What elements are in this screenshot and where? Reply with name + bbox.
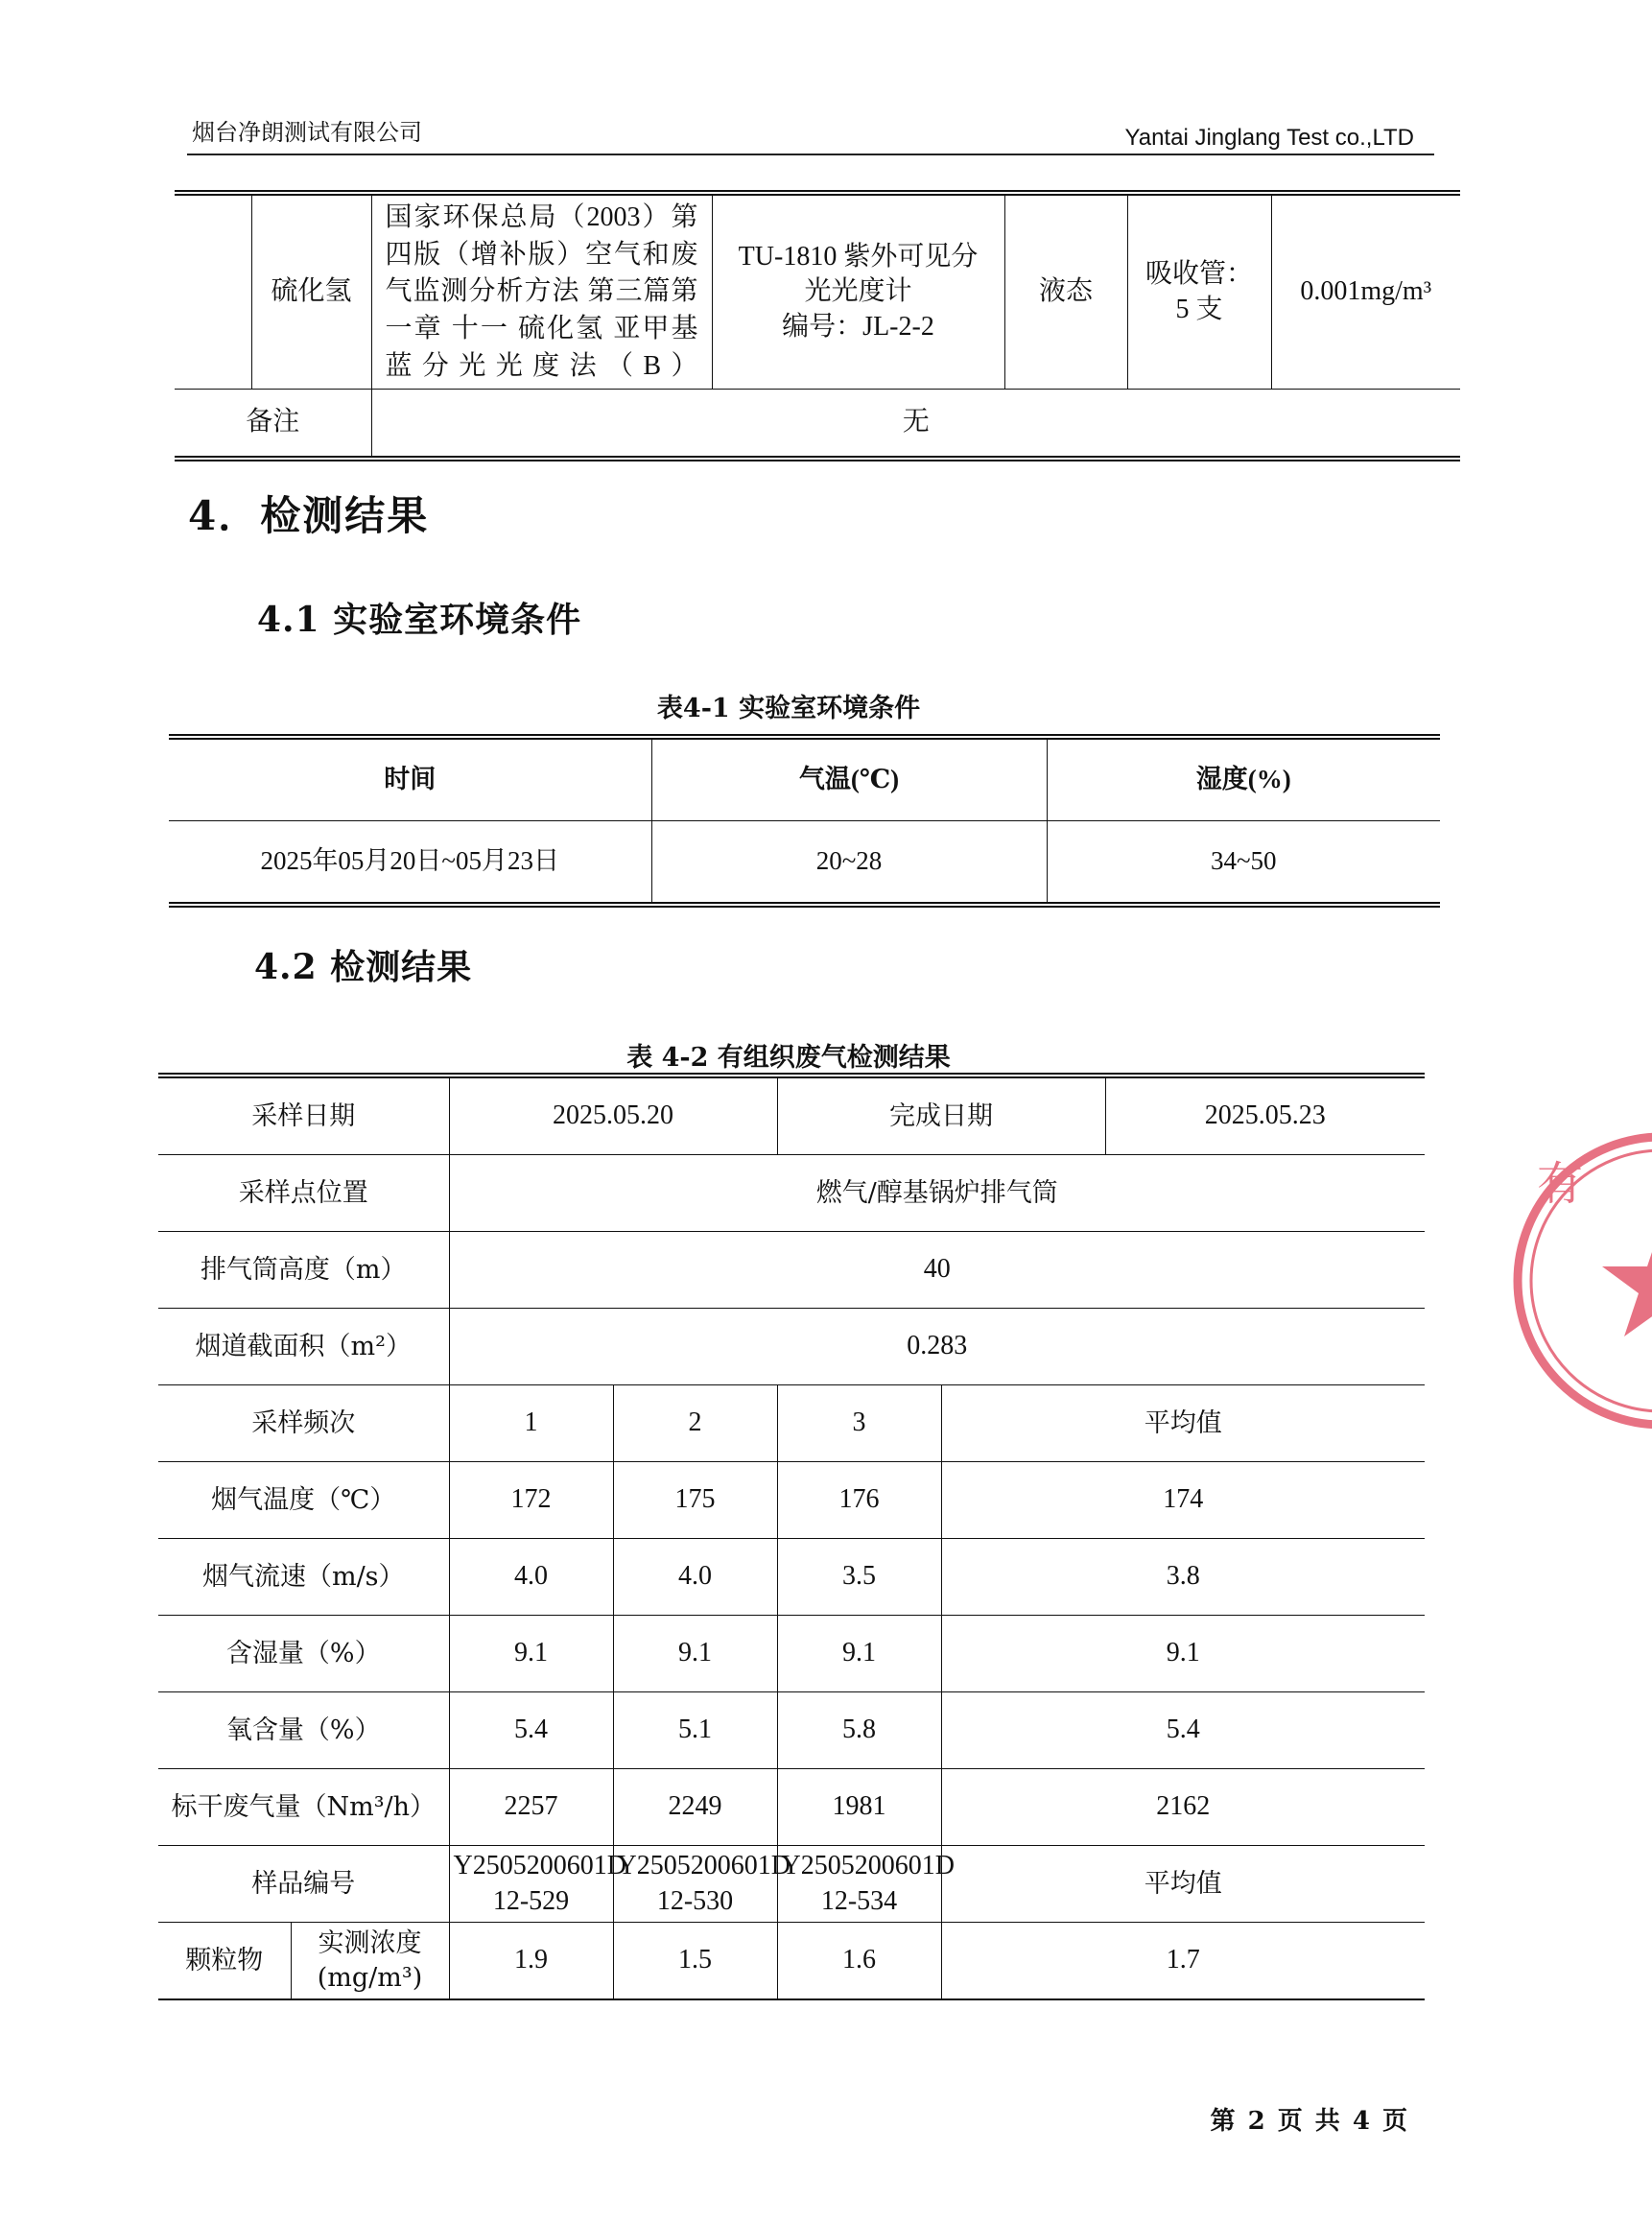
row-avg: 5.4 [941, 1692, 1425, 1769]
section-4-2-title: 4.2 检测结果 [254, 947, 473, 987]
frequency-row [158, 1385, 1425, 1462]
finish-date-label: 完成日期 [777, 1076, 1105, 1155]
row-value: 5.1 [613, 1692, 777, 1769]
section-4-1-title: 4.1 实验室环境条件 [257, 600, 582, 640]
frequency-avg: 平均值 [941, 1385, 1425, 1462]
row-value: 2257 [449, 1769, 613, 1846]
date-row [158, 1076, 1425, 1155]
method-table [175, 190, 1460, 461]
sampler-line1: 吸收管： [1145, 259, 1253, 290]
particulate-value: 1.9 [449, 1923, 613, 2000]
seal-text: 有 [1537, 1157, 1584, 1211]
area-row [158, 1309, 1425, 1385]
sample-number-1 [449, 1846, 626, 1923]
remark-row [175, 390, 1460, 459]
area-label: 烟道截面积（m²） [158, 1309, 449, 1385]
instrument-line3: 编号：JL-2-2 [782, 311, 934, 342]
sample-number-1-line1: Y2505200601D [453, 1851, 626, 1881]
particulate-row [158, 1923, 1425, 2000]
sample-number-avg: 平均值 [941, 1846, 1425, 1923]
company-name-en: Yantai Jinglang Test co.,LTD [1124, 125, 1414, 151]
row-value: 9.1 [777, 1616, 941, 1692]
row-label: 标干废气量（Nm³/h） [158, 1769, 449, 1846]
location-label: 采样点位置 [158, 1155, 449, 1232]
location-value: 燃气/醇基锅炉排气筒 [449, 1155, 1425, 1232]
table-row [158, 1769, 1425, 1846]
row-value: 4.0 [613, 1539, 777, 1616]
height-label: 排气筒高度（m） [158, 1232, 449, 1309]
table-row [158, 1616, 1425, 1692]
particulate-label: 颗粒物 [158, 1923, 291, 2000]
company-seal-stamp [1518, 1123, 1652, 1439]
row-value: 172 [449, 1462, 613, 1539]
sample-number-3 [777, 1846, 955, 1923]
method-cell: 国家环保总局（2003）第四版（增补版）空气和废气监测分析方法 第三篇第一章 十一 硫化氢 亚甲基蓝分光光度法（B） [371, 193, 712, 390]
environment-table [169, 734, 1440, 908]
row-value: 4.0 [449, 1539, 613, 1616]
sample-number-label: 样品编号 [158, 1846, 449, 1923]
row-value: 1981 [777, 1769, 941, 1846]
particulate-sub-line2: (mg/m³) [317, 1962, 423, 1993]
frequency-2: 2 [613, 1385, 777, 1462]
limit-cell: 0.001mg/m³ [1271, 193, 1460, 390]
header-divider [187, 154, 1434, 155]
env-header-temp: 气温(℃) [651, 737, 1047, 821]
sampler-cell [1127, 193, 1271, 390]
seal-star-icon [1602, 1223, 1652, 1336]
area-value: 0.283 [449, 1309, 1425, 1385]
item-cell: 硫化氢 [251, 193, 371, 390]
particulate-sub-label [291, 1923, 449, 2000]
page-number: 第 2 页 共 4 页 [1210, 2107, 1409, 2136]
row-avg: 3.8 [941, 1539, 1425, 1616]
row-avg: 2162 [941, 1769, 1425, 1846]
particulate-value: 1.6 [777, 1923, 941, 2000]
row-value: 9.1 [613, 1616, 777, 1692]
height-row [158, 1232, 1425, 1309]
method-row [175, 193, 1460, 390]
row-value: 9.1 [449, 1616, 613, 1692]
particulate-value: 1.5 [613, 1923, 777, 2000]
sample-number-2-line1: Y2505200601D [617, 1851, 791, 1881]
row-label: 烟气温度（℃） [158, 1462, 449, 1539]
env-humidity: 34~50 [1047, 821, 1440, 906]
row-label: 烟气流速（m/s） [158, 1539, 449, 1616]
frequency-1: 1 [449, 1385, 613, 1462]
row-avg: 9.1 [941, 1616, 1425, 1692]
sample-number-2-line2: 12-530 [656, 1885, 734, 1916]
finish-date: 2025.05.23 [1105, 1076, 1425, 1155]
location-row [158, 1155, 1425, 1232]
table-row [158, 1539, 1425, 1616]
sample-number-1-line2: 12-529 [492, 1885, 570, 1916]
results-table [158, 1073, 1425, 2000]
sample-date: 2025.05.20 [449, 1076, 777, 1155]
row-value: 5.8 [777, 1692, 941, 1769]
row-label: 氧含量（%） [158, 1692, 449, 1769]
env-data-row [169, 821, 1440, 906]
env-header-time: 时间 [384, 765, 437, 794]
row-value: 175 [613, 1462, 777, 1539]
height-value: 40 [449, 1232, 1425, 1309]
env-time: 2025年05月20日~05月23日 [169, 821, 651, 906]
env-header-humidity: 湿度(%) [1047, 737, 1440, 821]
sample-number-row [158, 1846, 1425, 1923]
sample-date-label: 采样日期 [251, 1100, 356, 1131]
sampler-line2: 5 支 [1175, 294, 1223, 324]
env-temp: 20~28 [651, 821, 1047, 906]
section-4-title: 4．检测结果 [188, 492, 430, 539]
state-cell: 液态 [1004, 193, 1127, 390]
sample-number-2 [613, 1846, 791, 1923]
instrument-line1: TU-1810 紫外可见分 [738, 241, 979, 272]
instrument-cell [712, 193, 1004, 390]
frequency-3: 3 [777, 1385, 941, 1462]
remark-value: 无 [371, 390, 1460, 459]
sample-number-3-line1: Y2505200601D [781, 1851, 955, 1881]
particulate-sub-line1: 实测浓度 [318, 1928, 422, 1959]
row-avg: 174 [941, 1462, 1425, 1539]
frequency-label: 采样频次 [158, 1385, 449, 1462]
result-table-caption: 表 4-2 有组织废气检测结果 [626, 1043, 951, 1073]
sample-number-3-line2: 12-534 [820, 1885, 898, 1916]
row-value: 2249 [613, 1769, 777, 1846]
company-name-cn: 烟台净朗测试有限公司 [192, 119, 422, 146]
row-value: 3.5 [777, 1539, 941, 1616]
remark-label: 备注 [175, 390, 371, 459]
table-row [158, 1692, 1425, 1769]
blank-cell [175, 193, 251, 390]
row-value: 176 [777, 1462, 941, 1539]
table-row [158, 1462, 1425, 1539]
env-header-row [169, 737, 1440, 821]
row-value: 5.4 [449, 1692, 613, 1769]
env-table-caption: 表4-1 实验室环境条件 [656, 694, 921, 723]
particulate-avg: 1.7 [941, 1923, 1425, 2000]
row-label: 含湿量（%） [158, 1616, 449, 1692]
instrument-line2: 光光度计 [804, 276, 912, 307]
